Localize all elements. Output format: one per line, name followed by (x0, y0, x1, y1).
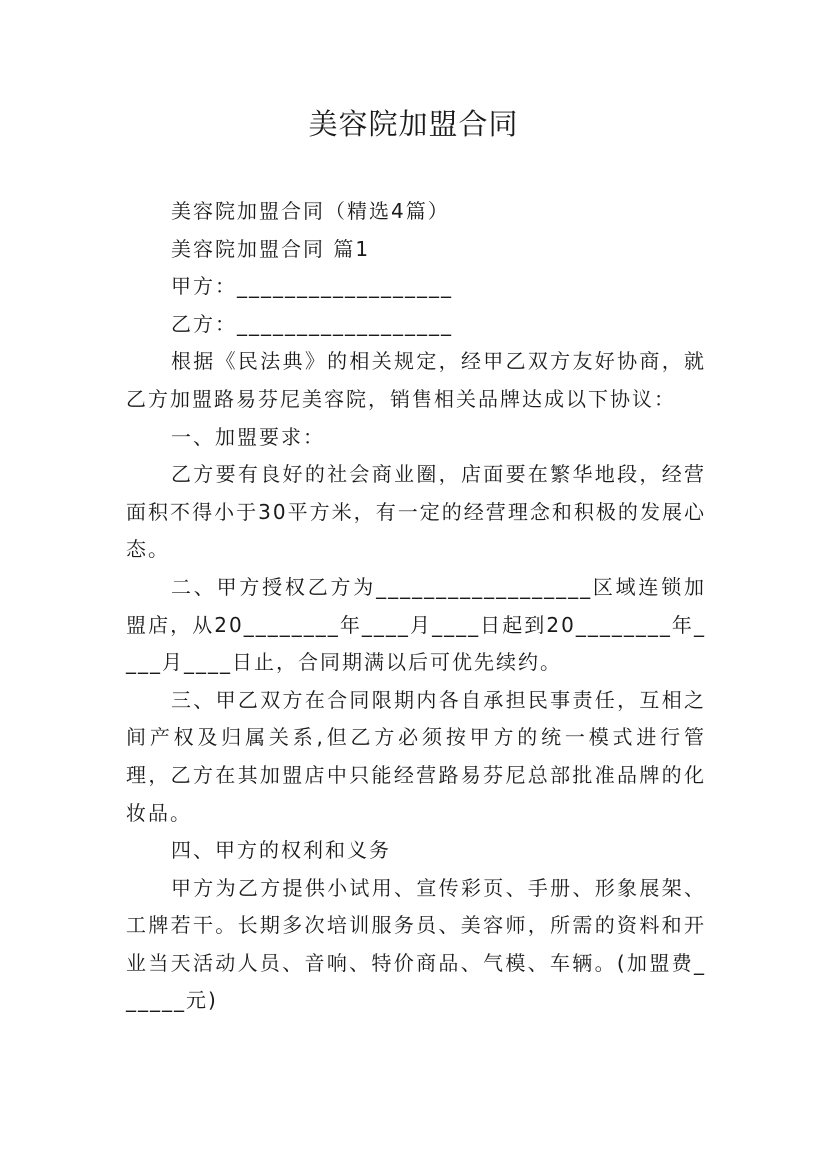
clause-paragraph: 二、甲方授权乙方为__________________区域连锁加盟店，从20________年____月____日起到20________年____月____日止，合同期满以后可优先续约。 (126, 574, 706, 675)
clause-paragraph: 乙方要有良好的社会商业圈，店面要在繁华地段，经营面积不得小于30平方米，有一定的经营理念和积极的发展心态。 (126, 462, 706, 562)
preamble-paragraph: 根据《民法典》的相关规定，经甲乙双方友好协商，就乙方加盟路易芬尼美容院，销售相关品牌达成以下协议： (126, 349, 706, 411)
clause-paragraph: 甲方为乙方提供小试用、宣传彩页、手册、形象展架、工牌若干。长期多次培训服务员、美容师，所需的资料和开业当天活动人员、音响、特价商品、气模、车辆。(加盟费______元) (126, 875, 706, 1013)
party-b-line: 乙方：__________________ (171, 311, 453, 336)
document-body (126, 193, 706, 1020)
clause-paragraph: 三、甲乙双方在合同限期内各自承担民事责任，互相之间产权及归属关系,但乙方必须按甲方的统一模式进行管理，乙方在其加盟店中只能经营路易芬尼总部批准品牌的化妆品。 (126, 687, 706, 825)
section-heading: 美容院加盟合同 篇1 (171, 236, 371, 261)
subtitle-paragraph: 美容院加盟合同（精选4篇） (171, 199, 450, 223)
clause-heading: 四、甲方的权利和义务 (171, 838, 391, 863)
party-a-line: 甲方：__________________ (171, 274, 453, 299)
document-title: 美容院加盟合同 (308, 107, 519, 141)
clause-heading: 一、加盟要求： (171, 424, 325, 449)
